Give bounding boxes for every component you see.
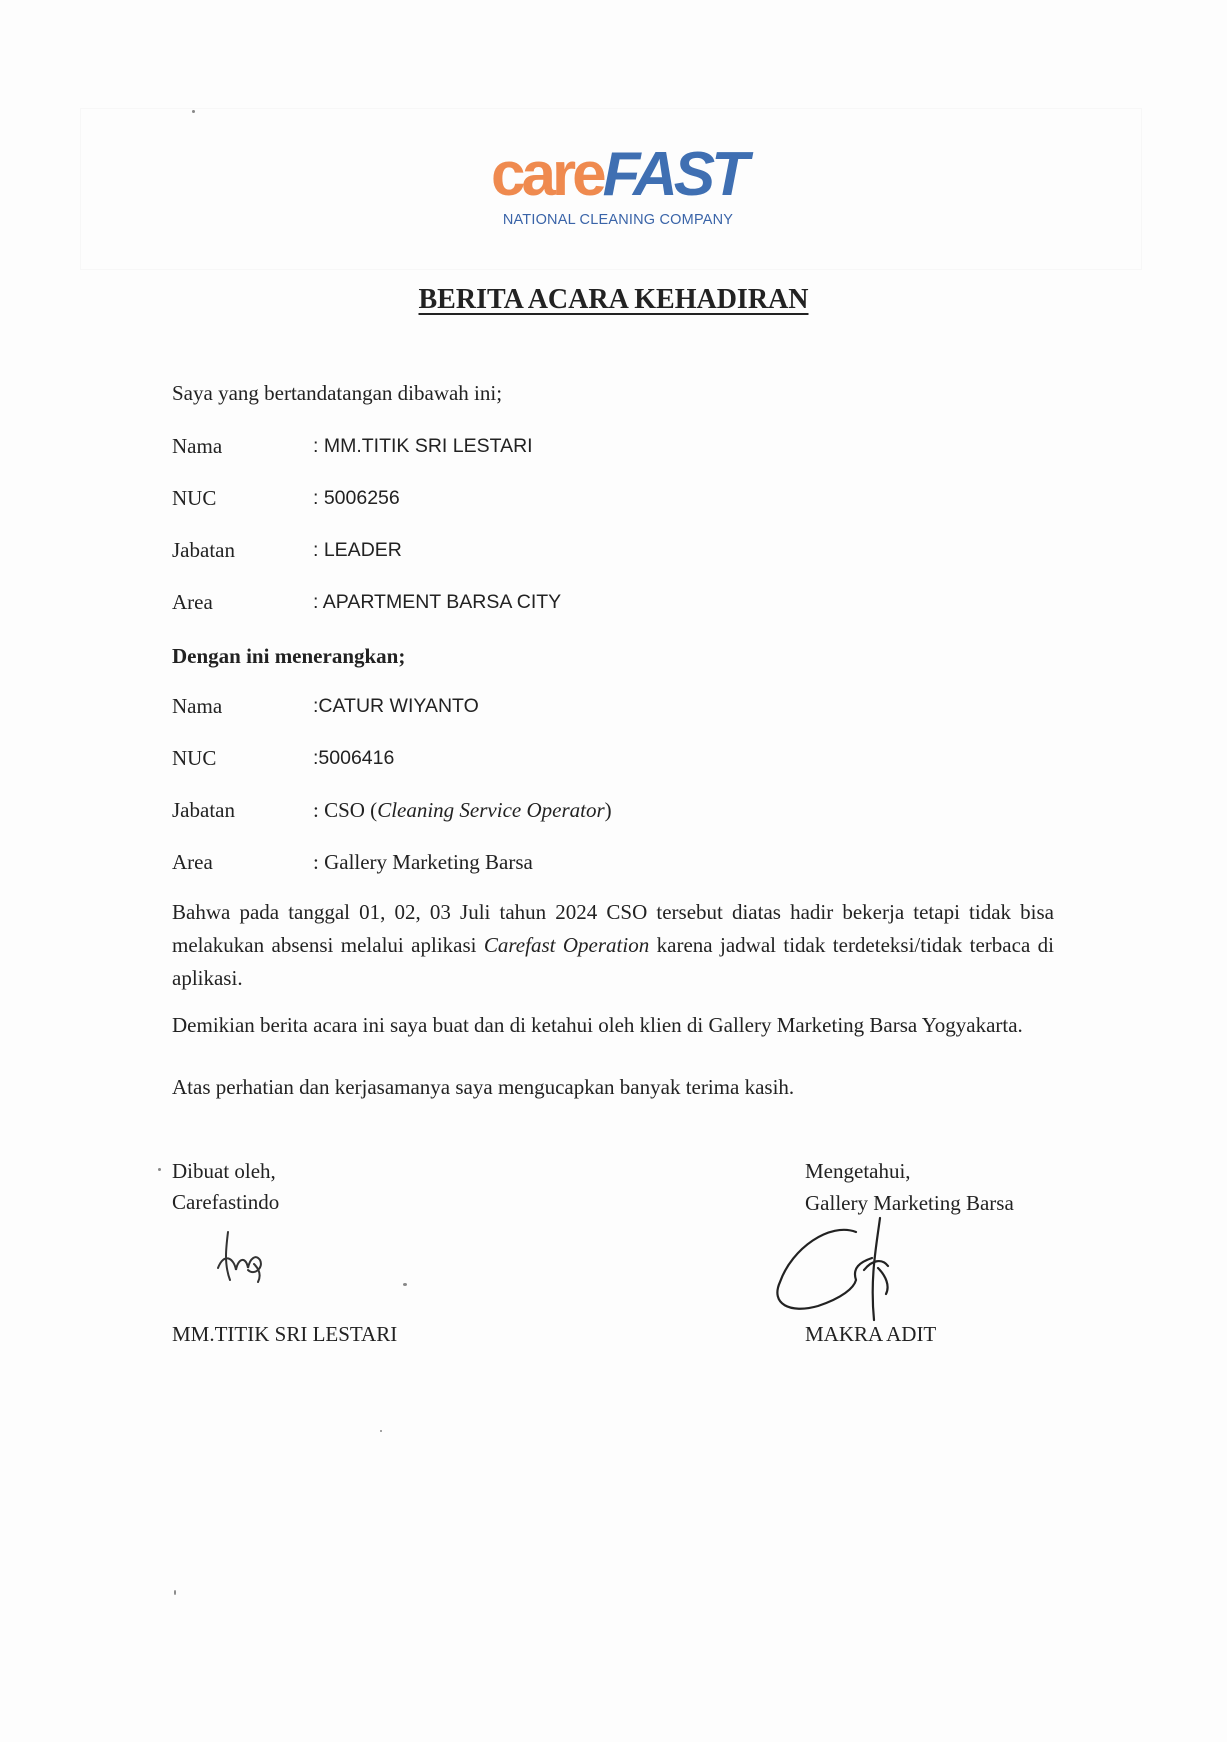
logo-tagline: NATIONAL CLEANING COMPANY (502, 212, 734, 228)
subject-position-label: Jabatan (172, 798, 235, 822)
signer-nuc-label: NUC (172, 486, 217, 510)
right-signature-org: Gallery Marketing Barsa (805, 1191, 1014, 1215)
body-paragraph-2: Demikian berita acara ini saya buat dan di ketahui oleh klien di Gallery Marketing Barsa Yogyakarta. (172, 1013, 1023, 1037)
signer-name-label: Nama (172, 434, 223, 458)
left-signature-title: Dibuat oleh, (172, 1159, 276, 1183)
left-signature-org: Carefastindo (172, 1190, 280, 1214)
signer-position-label: Jabatan (172, 538, 235, 562)
subject-position-suffix: ) (604, 798, 612, 822)
paragraph-1-start: Bahwa pada tanggal 01, 02, 03 Juli tahun 2024 CSO tersebut diatas hadir bekerja tetapi tidak bisa melakukan absensi melalui aplikasi (172, 900, 1054, 957)
subject-nuc-value: :5006416 (313, 747, 395, 769)
right-signer-name: MAKRA ADIT (805, 1322, 937, 1346)
scan-speck (403, 1283, 407, 1286)
body-paragraph-3: Atas perhatian dan kerjasamanya saya mengucapkan banyak terima kasih. (172, 1075, 795, 1099)
document-title-row (0, 282, 1227, 318)
subject-position-value (313, 796, 612, 824)
signer-name-value: : MM.TITIK SRI LESTARI (313, 435, 533, 457)
logo-care-text: care (490, 140, 603, 209)
body-paragraph-1 (172, 896, 1054, 995)
scan-speck (380, 1430, 382, 1432)
logo-wordmark (468, 142, 768, 208)
paragraph-1-end: karena jadwal tidak terdeteksi/tidak terbaca di aplikasi. (172, 933, 1055, 990)
subject-nuc-label: NUC (172, 746, 217, 770)
scan-speck (174, 1590, 176, 1595)
signer-position-value: : LEADER (313, 539, 402, 561)
signer-nuc-value: : 5006256 (313, 487, 400, 509)
subject-position-prefix: : CSO ( (313, 798, 378, 822)
signer-area-label: Area (172, 590, 213, 614)
document-title: BERITA ACARA KEHADIRAN (418, 284, 809, 315)
declaration-heading: Dengan ini menerangkan; (172, 644, 406, 668)
right-signature-image (760, 1208, 920, 1328)
subject-name-value: :CATUR WIYANTO (313, 695, 479, 717)
left-signature-image (208, 1228, 288, 1308)
paragraph-1-app-name: Carefast Operation (483, 933, 650, 957)
subject-area-label: Area (172, 850, 213, 874)
signer-area-value: : APARTMENT BARSA CITY (313, 591, 562, 613)
subject-position-italic: Cleaning Service Operator (377, 798, 605, 822)
scan-speck (158, 1168, 161, 1171)
left-signer-name: MM.TITIK SRI LESTARI (172, 1322, 398, 1346)
right-signature-title: Mengetahui, (805, 1159, 911, 1183)
subject-name-label: Nama (172, 694, 223, 718)
intro-text: Saya yang bertandatangan dibawah ini; (172, 381, 503, 405)
logo-fast-text: FAST (602, 140, 746, 209)
scan-speck (192, 110, 195, 113)
subject-area-value: : Gallery Marketing Barsa (313, 850, 533, 874)
carefast-logo (468, 142, 768, 242)
